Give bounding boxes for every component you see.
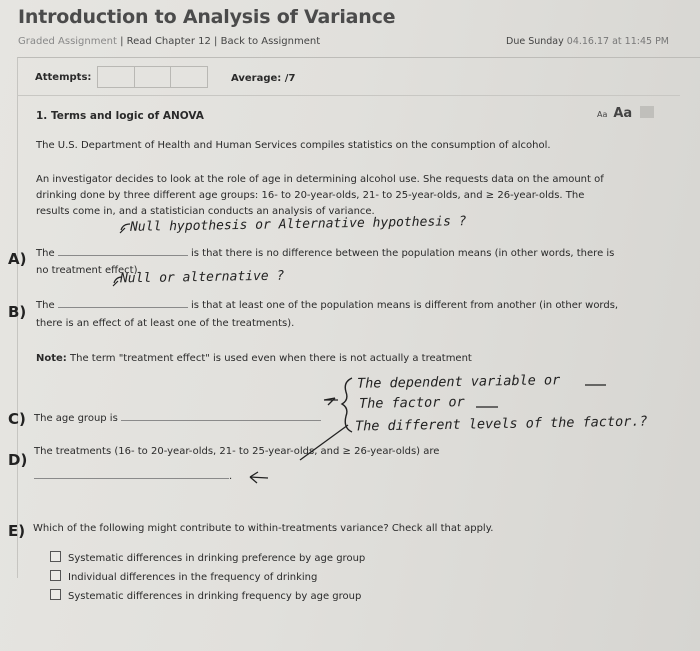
note-body: The term "treatment effect" is used even when there is not actually a treatment [66, 353, 472, 364]
handwritten-letter-c: C) [8, 410, 26, 428]
option-label: Systematic differences in drinking frequency by age group [68, 591, 362, 602]
average-value: /7 [284, 73, 296, 84]
attempts-label: Attempts: [35, 72, 92, 83]
average-label: Average: [231, 73, 282, 84]
part-a-line2: no treatment effect). [36, 265, 141, 276]
checkbox[interactable] [50, 551, 61, 562]
treatments-blank[interactable] [34, 469, 229, 479]
part-d-line2 [34, 468, 232, 486]
font-size-tools [597, 106, 654, 121]
handwritten-levels: The different levels of the factor.? [354, 413, 648, 435]
due-datetime: 04.16.17 at 11:45 PM [566, 36, 669, 47]
average-score [231, 73, 295, 84]
period: . [229, 471, 233, 482]
option-label: Systematic differences in drinking preference by age group [68, 553, 366, 564]
font-larger-button[interactable]: Aa [613, 106, 633, 121]
handwritten-letter-b: B) [8, 303, 27, 321]
attempt-box [97, 66, 135, 88]
part-c-line [34, 410, 321, 428]
part-b-line [36, 297, 618, 315]
handwritten-null-alt: Null hypothesis or Alternative hypothesis ? [129, 214, 467, 235]
page-title: Introduction to Analysis of Variance [18, 6, 396, 28]
part-d-line: The treatments (16- to 20-year-olds, 21- to 25-year-olds, and ≥ 26-year-olds) are [34, 446, 440, 457]
print-icon[interactable] [640, 106, 654, 118]
part-a-line [36, 245, 614, 263]
handwritten-letter-e: E) [8, 522, 26, 540]
part-a-prefix: The [36, 248, 55, 259]
handwritten-letter-d: D) [8, 451, 28, 469]
option-label: Individual differences in the frequency of drinking [68, 572, 318, 583]
handwritten-null-or-alt: Null or alternative ? [119, 268, 285, 287]
back-to-assignment-link[interactable]: Back to Assignment [220, 36, 321, 47]
checkbox[interactable] [50, 589, 61, 600]
part-b-line2: there is an effect of at least one of the treatments). [36, 318, 295, 329]
attempt-box [170, 66, 208, 88]
divider [17, 95, 680, 96]
due-label: Due Sunday [506, 36, 564, 47]
assignment-subline [18, 36, 320, 47]
checkbox[interactable] [50, 570, 61, 581]
separator: | [210, 36, 221, 47]
read-chapter-link[interactable]: Read Chapter 12 [126, 36, 211, 47]
handwritten-letter-a: A) [8, 250, 27, 268]
age-group-blank[interactable] [121, 411, 321, 421]
question-title: 1. Terms and logic of ANOVA [36, 110, 204, 122]
due-date [506, 36, 669, 47]
part-b-text: is that at least one of the population means is different from another (in other words, [190, 300, 619, 311]
attempt-box [134, 66, 172, 88]
part-e-question: Which of the following might contribute to within-treatments variance? Check all that apply. [33, 523, 494, 534]
note-label: Note: [36, 353, 67, 364]
option-row[interactable] [50, 570, 317, 583]
scenario-line: drinking done by three different age groups: 16- to 20-year-olds, 21- to 25-year-olds, and ≥ 26-year-olds. The [36, 190, 585, 201]
option-row[interactable] [50, 589, 361, 602]
part-b-prefix: The [36, 300, 55, 311]
intro-text: The U.S. Department of Health and Human Services compiles statistics on the consumption of alcohol. [36, 140, 551, 151]
separator: | [116, 36, 127, 47]
scenario-line: results come in, and a statistician conducts an analysis of variance. [36, 206, 375, 217]
note-text [36, 350, 472, 368]
handwritten-dependent-variable: The dependent variable or [356, 372, 561, 392]
scenario-line: An investigator decides to look at the role of age in determining alcohol use. She requests data on the amount of [36, 174, 604, 185]
part-a-text: is that there is no difference between the population means (in other words, there is [190, 248, 615, 259]
graded-assignment-label: Graded Assignment [18, 36, 117, 47]
part-c-text: The age group is [34, 413, 118, 424]
option-row[interactable] [50, 551, 365, 564]
null-hypothesis-blank[interactable] [58, 246, 188, 256]
handwritten-factor: The factor or [358, 394, 465, 412]
alternative-hypothesis-blank[interactable] [58, 298, 188, 308]
font-smaller-button[interactable]: Aa [597, 110, 608, 119]
